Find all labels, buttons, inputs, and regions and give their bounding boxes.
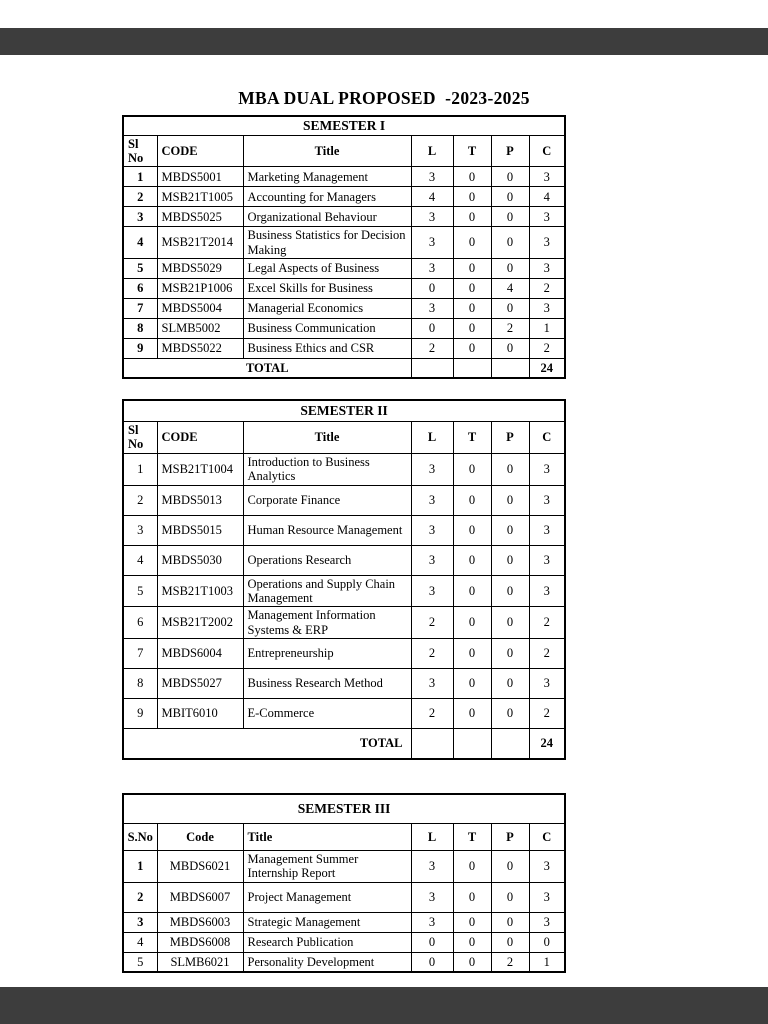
cell-p: 0 (491, 207, 529, 227)
cell-c: 3 (529, 882, 565, 912)
cell-c: 3 (529, 575, 565, 607)
cell-code: MBDS5025 (157, 207, 243, 227)
cell-p: 2 (491, 952, 529, 972)
cell-l: 3 (411, 851, 453, 883)
header-title: Title (243, 135, 411, 167)
cell-t: 0 (453, 882, 491, 912)
table-row (123, 453, 565, 485)
table-header-row (123, 824, 565, 851)
cell-p: 0 (491, 932, 529, 952)
table-row (123, 851, 565, 883)
cell-t: 0 (453, 485, 491, 515)
cell-t: 0 (453, 187, 491, 207)
header-p: P (491, 135, 529, 167)
table-row (123, 882, 565, 912)
cell-p: 0 (491, 639, 529, 669)
table-row (123, 319, 565, 339)
cell-l: 3 (411, 882, 453, 912)
total-label: TOTAL (123, 729, 411, 759)
cell-p: 4 (491, 279, 529, 299)
cell-title: Business Research Method (243, 669, 411, 699)
total-credits: 24 (529, 729, 565, 759)
semester-2-table (122, 399, 566, 760)
cell-title: Marketing Management (243, 167, 411, 187)
cell-p: 0 (491, 485, 529, 515)
table-row (123, 187, 565, 207)
cell-t: 0 (453, 699, 491, 729)
cell-title: Corporate Finance (243, 485, 411, 515)
cell-l: 3 (411, 669, 453, 699)
header-p: P (491, 422, 529, 454)
cell-p: 0 (491, 882, 529, 912)
cell-l: 3 (411, 453, 453, 485)
cell-code: SLMB6021 (157, 952, 243, 972)
cell-t: 0 (453, 453, 491, 485)
header-slno: Sl No (123, 135, 157, 167)
table-row (123, 952, 565, 972)
viewer-bottom-bar (0, 987, 768, 1024)
cell-code: MSB21T2014 (157, 227, 243, 259)
cell-title: Business Communication (243, 319, 411, 339)
cell-c: 2 (529, 339, 565, 359)
cell-slno: 4 (123, 227, 157, 259)
cell-c: 2 (529, 639, 565, 669)
cell-code: MBDS5029 (157, 259, 243, 279)
table-row (123, 299, 565, 319)
cell-t: 0 (453, 639, 491, 669)
cell-title: E-Commerce (243, 699, 411, 729)
cell-l: 3 (411, 227, 453, 259)
header-code: CODE (157, 422, 243, 454)
cell-slno: 6 (123, 607, 157, 639)
cell-code: MBDS6003 (157, 912, 243, 932)
cell-l: 2 (411, 607, 453, 639)
cell-p: 0 (491, 851, 529, 883)
cell-slno: 1 (123, 851, 157, 883)
cell-c: 3 (529, 545, 565, 575)
cell-l: 4 (411, 187, 453, 207)
cell-p: 0 (491, 607, 529, 639)
cell-t: 0 (453, 575, 491, 607)
cell-c: 4 (529, 187, 565, 207)
cell-title: Strategic Management (243, 912, 411, 932)
header-l: L (411, 824, 453, 851)
cell-slno: 4 (123, 932, 157, 952)
cell-c: 3 (529, 669, 565, 699)
semester-1-table (122, 115, 566, 379)
cell-code: MBDS5001 (157, 167, 243, 187)
total-empty-cell (491, 359, 529, 378)
table-row (123, 339, 565, 359)
total-empty-cell (453, 729, 491, 759)
total-credits: 24 (529, 359, 565, 378)
cell-l: 3 (411, 167, 453, 187)
cell-c: 3 (529, 167, 565, 187)
table-row (123, 167, 565, 187)
table-total-row (123, 359, 565, 378)
header-slno: S.No (123, 824, 157, 851)
cell-slno: 3 (123, 207, 157, 227)
table-row (123, 227, 565, 259)
cell-p: 0 (491, 299, 529, 319)
header-p: P (491, 824, 529, 851)
table-row (123, 515, 565, 545)
cell-slno: 9 (123, 699, 157, 729)
viewer-top-bar (0, 28, 768, 55)
cell-title: Personality Development (243, 952, 411, 972)
cell-t: 0 (453, 515, 491, 545)
cell-slno: 7 (123, 299, 157, 319)
table-total-row (123, 729, 565, 759)
cell-t: 0 (453, 207, 491, 227)
cell-title: Human Resource Management (243, 515, 411, 545)
table-row (123, 575, 565, 607)
cell-p: 0 (491, 699, 529, 729)
cell-p: 0 (491, 453, 529, 485)
cell-slno: 1 (123, 167, 157, 187)
cell-c: 3 (529, 207, 565, 227)
cell-t: 0 (453, 299, 491, 319)
cell-t: 0 (453, 339, 491, 359)
cell-title: Project Management (243, 882, 411, 912)
cell-code: MSB21T1003 (157, 575, 243, 607)
cell-code: MSB21T2002 (157, 607, 243, 639)
cell-l: 0 (411, 932, 453, 952)
cell-slno: 4 (123, 545, 157, 575)
cell-l: 2 (411, 699, 453, 729)
cell-title: Research Publication (243, 932, 411, 952)
cell-t: 0 (453, 545, 491, 575)
header-title: Title (243, 824, 411, 851)
cell-title: Legal Aspects of Business (243, 259, 411, 279)
cell-slno: 3 (123, 515, 157, 545)
cell-title: Operations and Supply Chain Management (243, 575, 411, 607)
cell-l: 3 (411, 485, 453, 515)
cell-slno: 2 (123, 882, 157, 912)
cell-c: 2 (529, 699, 565, 729)
cell-p: 0 (491, 545, 529, 575)
cell-c: 3 (529, 259, 565, 279)
header-code: Code (157, 824, 243, 851)
cell-code: MBIT6010 (157, 699, 243, 729)
semester-caption: SEMESTER II (123, 400, 565, 422)
table-row (123, 207, 565, 227)
semester-caption: SEMESTER I (123, 116, 565, 135)
cell-t: 0 (453, 227, 491, 259)
table-row (123, 545, 565, 575)
cell-code: MBDS6008 (157, 932, 243, 952)
cell-slno: 5 (123, 259, 157, 279)
cell-c: 1 (529, 952, 565, 972)
semester-caption: SEMESTER III (123, 794, 565, 824)
table-row (123, 639, 565, 669)
cell-t: 0 (453, 669, 491, 699)
cell-c: 2 (529, 607, 565, 639)
cell-code: MBDS5013 (157, 485, 243, 515)
cell-c: 3 (529, 299, 565, 319)
cell-l: 3 (411, 299, 453, 319)
cell-p: 0 (491, 515, 529, 545)
header-c: C (529, 135, 565, 167)
cell-c: 3 (529, 227, 565, 259)
cell-p: 0 (491, 167, 529, 187)
cell-code: MBDS5027 (157, 669, 243, 699)
cell-title: Excel Skills for Business (243, 279, 411, 299)
cell-l: 0 (411, 319, 453, 339)
cell-l: 0 (411, 952, 453, 972)
cell-title: Entrepreneurship (243, 639, 411, 669)
cell-l: 2 (411, 339, 453, 359)
cell-t: 0 (453, 851, 491, 883)
cell-t: 0 (453, 607, 491, 639)
semester-3-table (122, 793, 566, 974)
cell-l: 3 (411, 207, 453, 227)
cell-t: 0 (453, 167, 491, 187)
header-code: CODE (157, 135, 243, 167)
total-empty-cell (491, 729, 529, 759)
cell-l: 0 (411, 279, 453, 299)
header-title: Title (243, 422, 411, 454)
cell-c: 3 (529, 851, 565, 883)
table-row (123, 607, 565, 639)
cell-title: Introduction to Business Analytics (243, 453, 411, 485)
total-empty-cell (411, 729, 453, 759)
header-l: L (411, 135, 453, 167)
cell-code: MBDS6007 (157, 882, 243, 912)
cell-l: 3 (411, 575, 453, 607)
cell-l: 2 (411, 639, 453, 669)
cell-c: 1 (529, 319, 565, 339)
header-l: L (411, 422, 453, 454)
cell-slno: 8 (123, 669, 157, 699)
cell-l: 3 (411, 545, 453, 575)
cell-c: 3 (529, 485, 565, 515)
table-caption-row (123, 116, 565, 135)
cell-c: 3 (529, 453, 565, 485)
cell-p: 0 (491, 187, 529, 207)
cell-title: Business Ethics and CSR (243, 339, 411, 359)
cell-slno: 2 (123, 187, 157, 207)
table-row (123, 699, 565, 729)
table-row (123, 485, 565, 515)
cell-slno: 2 (123, 485, 157, 515)
cell-p: 0 (491, 227, 529, 259)
cell-slno: 5 (123, 952, 157, 972)
header-t: T (453, 824, 491, 851)
table-caption-row (123, 794, 565, 824)
table-row (123, 912, 565, 932)
total-label: TOTAL (123, 359, 411, 378)
cell-code: MBDS6021 (157, 851, 243, 883)
cell-t: 0 (453, 912, 491, 932)
cell-slno: 3 (123, 912, 157, 932)
cell-title: Managerial Economics (243, 299, 411, 319)
document-title: MBA DUAL PROPOSED -2023-2025 (238, 88, 530, 108)
table-row (123, 259, 565, 279)
cell-title: Operations Research (243, 545, 411, 575)
cell-t: 0 (453, 319, 491, 339)
table-header-row (123, 135, 565, 167)
cell-title: Management Information Systems & ERP (243, 607, 411, 639)
header-slno: Sl No (123, 422, 157, 454)
cell-title: Management Summer Internship Report (243, 851, 411, 883)
cell-code: MBDS5004 (157, 299, 243, 319)
header-t: T (453, 135, 491, 167)
cell-t: 0 (453, 259, 491, 279)
header-c: C (529, 422, 565, 454)
cell-p: 0 (491, 339, 529, 359)
cell-c: 2 (529, 279, 565, 299)
cell-l: 3 (411, 515, 453, 545)
cell-code: MBDS5022 (157, 339, 243, 359)
table-row (123, 669, 565, 699)
header-c: C (529, 824, 565, 851)
cell-t: 0 (453, 932, 491, 952)
cell-code: MSB21T1005 (157, 187, 243, 207)
table-row (123, 279, 565, 299)
cell-slno: 8 (123, 319, 157, 339)
total-empty-cell (453, 359, 491, 378)
cell-code: MSB21T1004 (157, 453, 243, 485)
cell-title: Organizational Behaviour (243, 207, 411, 227)
total-empty-cell (411, 359, 453, 378)
cell-title: Business Statistics for Decision Making (243, 227, 411, 259)
cell-p: 0 (491, 575, 529, 607)
cell-code: MBDS6004 (157, 639, 243, 669)
cell-p: 2 (491, 319, 529, 339)
cell-code: MBDS5030 (157, 545, 243, 575)
table-caption-row (123, 400, 565, 422)
cell-c: 3 (529, 515, 565, 545)
cell-code: MBDS5015 (157, 515, 243, 545)
cell-p: 0 (491, 912, 529, 932)
cell-slno: 1 (123, 453, 157, 485)
cell-code: SLMB5002 (157, 319, 243, 339)
table-row (123, 932, 565, 952)
cell-code: MSB21P1006 (157, 279, 243, 299)
cell-p: 0 (491, 259, 529, 279)
cell-l: 3 (411, 912, 453, 932)
cell-t: 0 (453, 279, 491, 299)
cell-c: 3 (529, 912, 565, 932)
cell-slno: 9 (123, 339, 157, 359)
cell-t: 0 (453, 952, 491, 972)
cell-p: 0 (491, 669, 529, 699)
cell-c: 0 (529, 932, 565, 952)
cell-slno: 7 (123, 639, 157, 669)
table-header-row (123, 422, 565, 454)
cell-l: 3 (411, 259, 453, 279)
cell-slno: 6 (123, 279, 157, 299)
cell-slno: 5 (123, 575, 157, 607)
header-t: T (453, 422, 491, 454)
cell-title: Accounting for Managers (243, 187, 411, 207)
